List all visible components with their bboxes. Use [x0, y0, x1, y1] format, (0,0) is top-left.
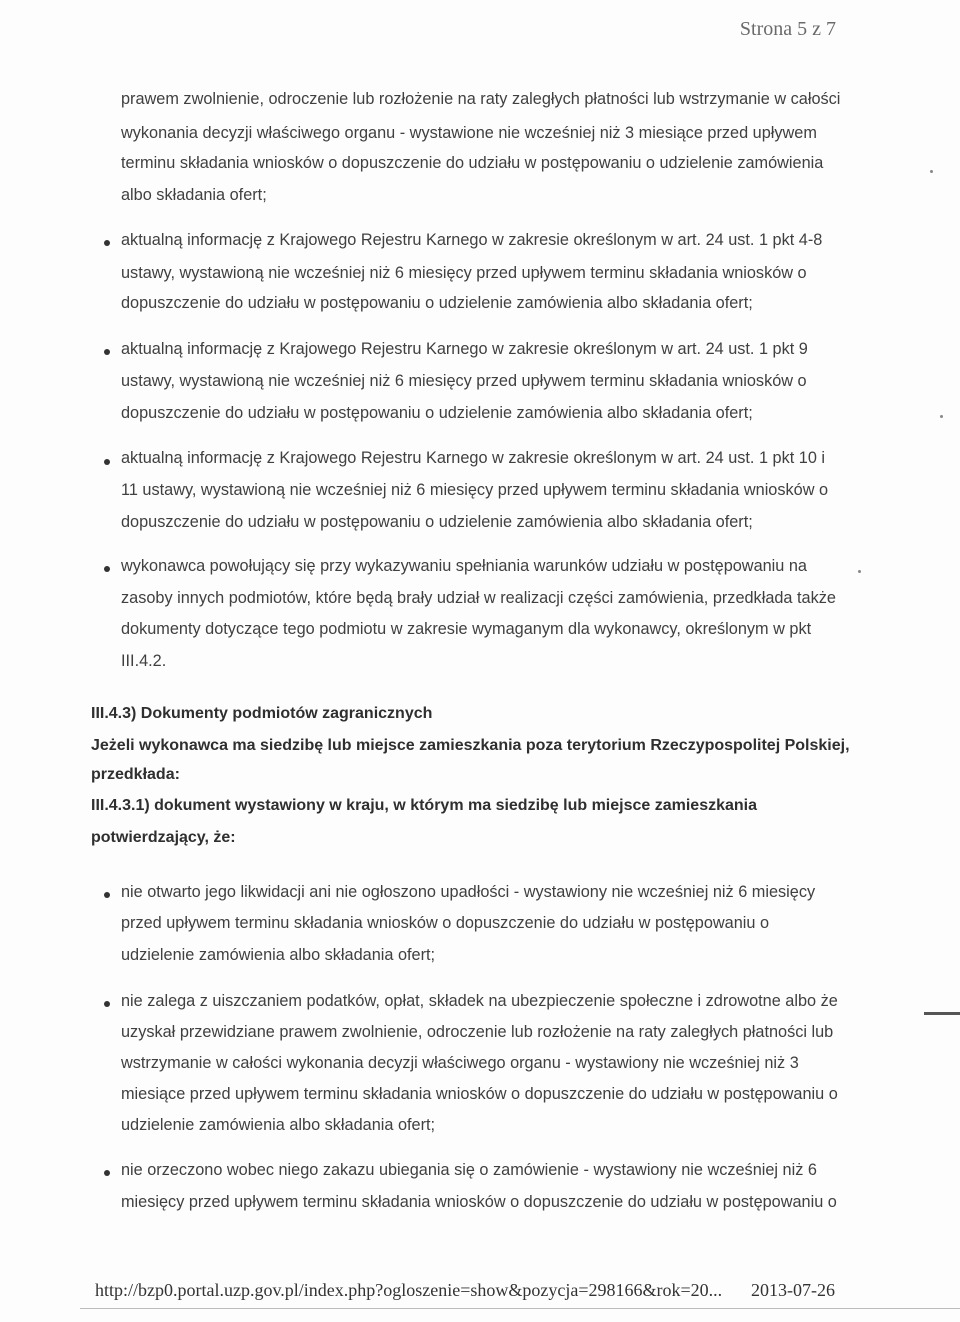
text-line: wstrzymanie w całości wykonania decyzji właściwego organu - wystawiony nie wcześniej niż 3: [121, 1054, 799, 1072]
text-line: aktualną informację z Krajowego Rejestru Karnego w zakresie określonym w art. 24 ust. 1 pkt 10 i: [121, 449, 826, 467]
text-line: ustawy, wystawioną nie wcześniej niż 6 miesięcy przed upływem terminu składania wniosków o: [121, 264, 807, 282]
text-line: dopuszczenie do udziału w postępowaniu o udzielenie zamówienia albo składania ofert;: [121, 294, 753, 312]
text-line: aktualną informację z Krajowego Rejestru Karnego w zakresie określonym w art. 24 ust. 1 pkt 4-8: [121, 231, 823, 249]
bullet-icon: [104, 892, 110, 898]
text-line: nie orzeczono wobec niego zakazu ubiegania się o zamówienie - wystawiony nie wcześniej niż 6: [121, 1161, 817, 1179]
footer-divider: [80, 1308, 960, 1309]
bullet-icon: [104, 1170, 110, 1176]
subsection-heading: III.4.3.1) dokument wystawiony w kraju, w którym ma siedzibę lub miejsce zamieszkania: [91, 797, 758, 814]
bullet-icon: [104, 1001, 110, 1007]
text-line: wykonawca powołujący się przy wykazywaniu spełniania warunków udziału w postępowaniu na: [121, 557, 807, 575]
footer-url: http://bzp0.portal.uzp.gov.pl/index.php?ogloszenie=show&pozycja=298166&rok=20...: [95, 1280, 723, 1300]
page-number: Strona 5 z 7: [739, 18, 836, 40]
text-line: III.4.2.: [121, 652, 167, 670]
scan-edge-mark: [924, 1012, 960, 1015]
bullet-icon: [104, 566, 110, 572]
scan-speck: [858, 570, 861, 573]
text-line: wykonania decyzji właściwego organu - wystawione nie wcześniej niż 3 miesiące przed upływem: [121, 124, 817, 142]
text-line: albo składania ofert;: [121, 186, 267, 204]
text-line: przed upływem terminu składania wniosków o dopuszczenie do udziału w postępowaniu o: [121, 914, 769, 932]
bullet-icon: [104, 240, 110, 246]
text-line: 11 ustawy, wystawioną nie wcześniej niż 6 miesięcy przed upływem terminu składania wniosków o: [121, 481, 829, 499]
text-line: udzielenie zamówienia albo składania ofert;: [121, 946, 436, 964]
scan-speck: [930, 170, 933, 173]
bold-text-line: potwierdzający, że:: [91, 829, 236, 846]
text-line: dopuszczenie do udziału w postępowaniu o udzielenie zamówienia albo składania ofert;: [121, 513, 753, 531]
text-line: aktualną informację z Krajowego Rejestru Karnego w zakresie określonym w art. 24 ust. 1 pkt 9: [121, 340, 808, 358]
bullet-icon: [104, 349, 110, 355]
scan-speck: [940, 415, 943, 418]
text-line: dopuszczenie do udziału w postępowaniu o udzielenie zamówienia albo składania ofert;: [121, 404, 753, 422]
text-line: nie otwarto jego likwidacji ani nie ogłoszono upadłości - wystawiony nie wcześniej niż 6 miesięcy: [121, 883, 816, 901]
text-line: dokumenty dotyczące tego podmiotu w zakresie wymaganym dla wykonawcy, określonym w pkt: [121, 620, 812, 638]
text-line: miesiące przed upływem terminu składania wniosków o dopuszczenie do udziału w postępowaniu o: [121, 1085, 838, 1103]
text-line: nie zalega z uiszczaniem podatków, opłat, składek na ubezpieczenie społeczne i zdrowotne albo że: [121, 992, 838, 1010]
text-line: ustawy, wystawioną nie wcześniej niż 6 miesięcy przed upływem terminu składania wniosków o: [121, 372, 807, 390]
text-line: uzyskał przewidziane prawem zwolnienie, odroczenie lub rozłożenie na raty zaległych płatności lub: [121, 1023, 834, 1041]
section-heading: III.4.3) Dokumenty podmiotów zagranicznych: [91, 705, 433, 722]
text-line: miesięcy przed upływem terminu składania wniosków o dopuszczenie do udziału w postępowaniu o: [121, 1193, 837, 1211]
text-line: prawem zwolnienie, odroczenie lub rozłożenie na raty zaległych płatności lub wstrzymanie w całości: [121, 90, 841, 108]
bold-text-line: przedkłada:: [91, 766, 180, 783]
footer-date: 2013-07-26: [751, 1280, 835, 1300]
bullet-icon: [104, 459, 110, 465]
text-line: zasoby innych podmiotów, które będą brały udział w realizacji części zamówienia, przedkłada także: [121, 589, 836, 607]
bold-text-line: Jeżeli wykonawca ma siedzibę lub miejsce zamieszkania poza terytorium Rzeczypospolitej Polskiej,: [91, 737, 850, 754]
text-line: terminu składania wniosków o dopuszczenie do udziału w postępowaniu o udzielenie zamówienia: [121, 154, 824, 172]
page-footer: [95, 1280, 835, 1301]
text-line: udzielenie zamówienia albo składania ofert;: [121, 1116, 436, 1134]
